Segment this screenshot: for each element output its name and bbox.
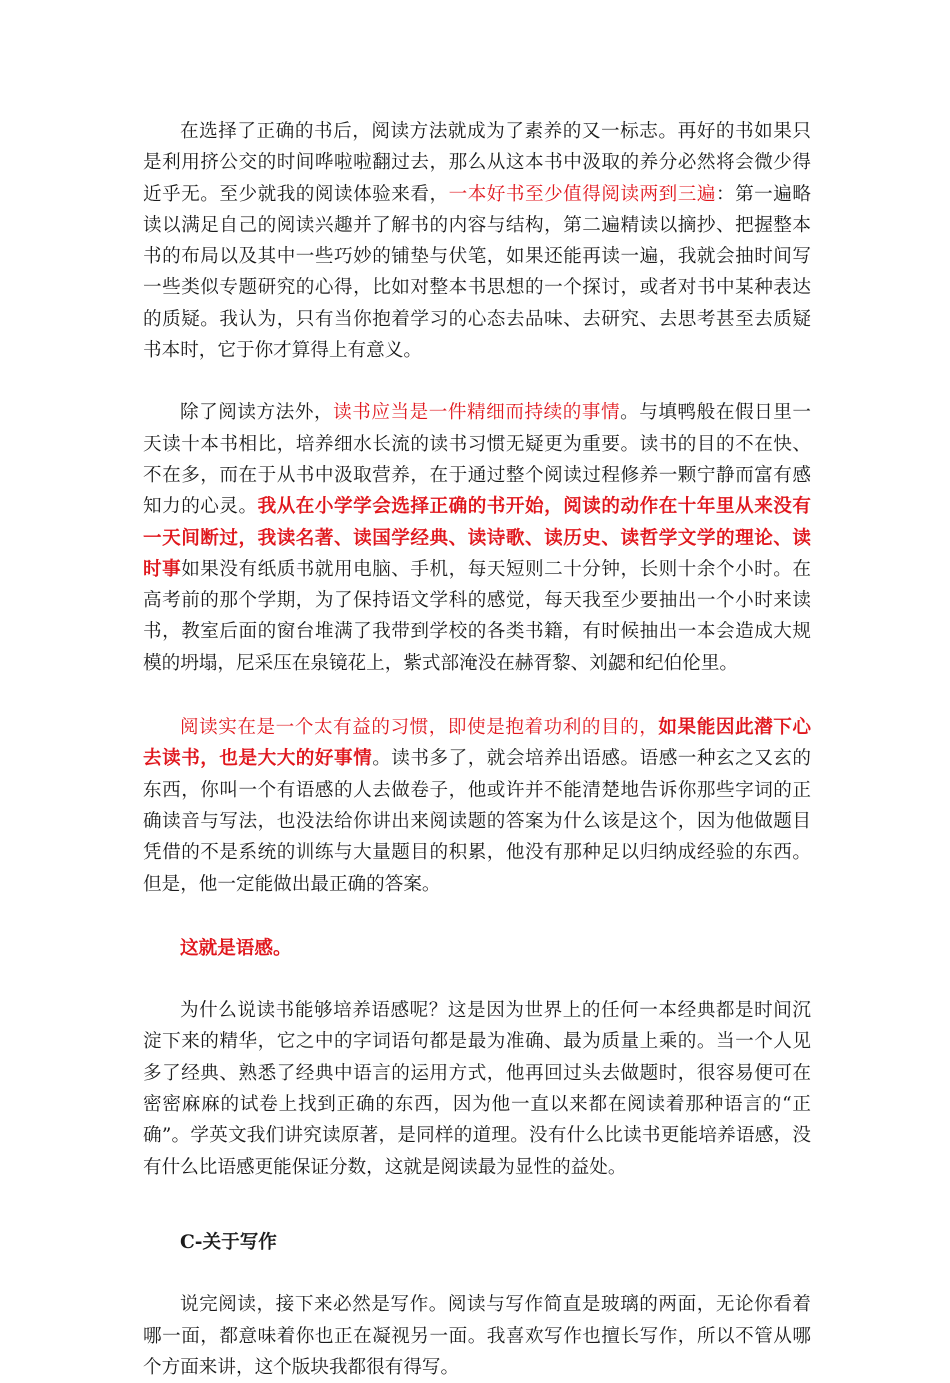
highlighted-text: 一本好书至少值得阅读两到三遍 [448, 183, 716, 205]
emphasis-line: 这就是语感。 [180, 937, 292, 959]
highlighted-text-bold: 我从在小学学会选择正确的书开始，阅读的动作在十年里从来没有一天间断过，我读名著、读国学经典、读诗歌、读历史、读哲学文学的理论、读时事 [143, 496, 811, 580]
paragraph-language-sense [143, 712, 811, 900]
text-run: ：第一遍略读以满足自己的阅读兴趣并了解书的内容与结构，第二遍精读以摘抄、把握整本书的布局以及其中一些巧妙的铺垫与伏笔，如果还能再读一遍，我就会抽时间写一些类似专题研究的心得，比如对整本书思想的一个探讨，或者对书中某种表达的质疑。我认为，只有当你抱着学习的心态去品味、去研究、去思考甚至去质疑书本时，它于你才算得上有意义。 [143, 183, 811, 362]
text-run: 在选择了正确的书后，阅读方法就成为了素养的又一标志。再好的书如果只是利用挤公交的时间哗啦啦翻过去，那么从这本书中汲取的养分必然将会微少得近乎无。至少就我的阅读体验来看， [143, 121, 811, 205]
paragraph-reading-habit [143, 397, 811, 679]
highlighted-text: 读书应当是一件精细而持续的事情 [333, 402, 621, 424]
section-heading: C-关于写作 [180, 1231, 277, 1253]
text-run: 如果没有纸质书就用电脑、手机，每天短则二十分钟，长则十余个小时。在高考前的那个学期，为了保持语文学科的感觉，每天我至少要抽出一个小时来读书，教室后面的窗台堆满了我带到学校的各类书籍，有时候抽出一本会造成大规模的坍塌，尼采压在泉镜花上，紫式部淹没在赫胥黎、刘勰和纪伯伦里。 [143, 558, 811, 674]
text-run: 除了阅读方法外， [180, 402, 334, 424]
paragraph-writing-intro: 说完阅读，接下来必然是写作。阅读与写作简直是玻璃的两面，无论你看着哪一面，都意味着你也正在凝视另一面。我喜欢写作也擅长写作，所以不管从哪个方面来讲，这个版块我都很有得写。 [143, 1294, 811, 1378]
paragraph-reading-method [143, 116, 811, 366]
paragraph-why-reading: 为什么说读书能够培养语感呢？这是因为世界上的任何一本经典都是时间沉淀下来的精华，它之中的字词语句都是最为准确、最为质量上乘的。当一个人见多了经典、熟悉了经典中语言的运用方式，他再回过头去做题时，很容易便可在密密麻麻的试卷上找到正确的东西，因为他一直以来都在阅读着那种语言的“正确”。学英文我们讲究读原著，是同样的道理。没有什么比读书更能培养语感，没有什么比语感更能保证分数，这就是阅读最为显性的益处。 [143, 1000, 811, 1178]
highlighted-text: 阅读实在是一个太有益的习惯，即使是抱着功利的目的， [180, 717, 659, 739]
highlighted-text-bold: 如果能因此潜下心去读书，也是大大的好事情 [143, 717, 811, 770]
text-run: 。与填鸭般在假日里一天读十本书相比，培养细水长流的读书习惯无疑更为重要。读书的目的不在快、不在多，而在于从书中汲取营养，在于通过整个阅读过程修养一颗宁静而富有感知力的心灵。 [143, 402, 811, 518]
document-body [143, 116, 811, 1383]
text-run: 。读书多了，就会培养出语感。语感一种玄之又玄的东西，你叫一个有语感的人去做卷子，他或许并不能清楚地告诉你那些字词的正确读音与写法，也没法给你讲出来阅读题的答案为什么该是这个，因为他做题目凭借的不是系统的训练与大量题目的积累，他没有那种足以归纳成经验的东西。但是，他一定能做出最正确的答案。 [143, 748, 811, 895]
